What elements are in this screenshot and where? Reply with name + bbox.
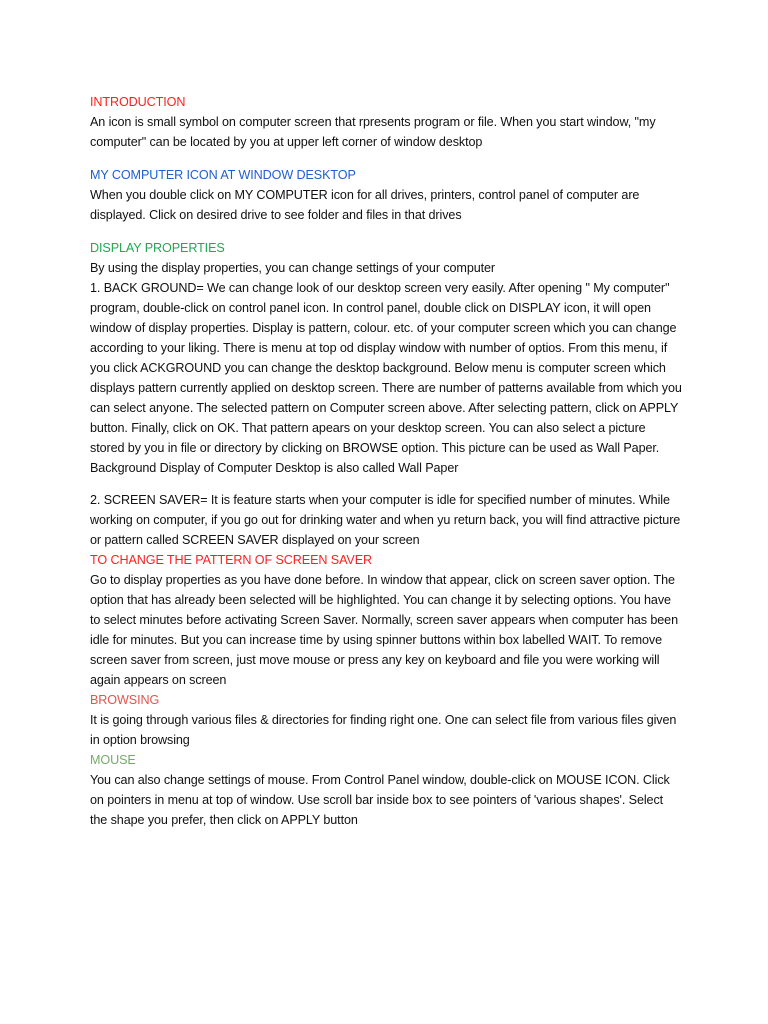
document-page xyxy=(90,92,682,830)
heading-introduction: INTRODUCTION xyxy=(90,95,186,109)
paragraph-display-intro: By using the display properties, you can change settings of your computer xyxy=(90,261,496,275)
heading-display-properties: DISPLAY PROPERTIES xyxy=(90,241,225,255)
paragraph-mouse: You can also change settings of mouse. From Control Panel window, double-click on MOUSE ICON. Click on pointers in menu at top of window. Use scroll bar inside box to see pointers of 'various shapes'. Select the shape you prefer, then click on APPLY button xyxy=(90,773,670,827)
heading-browsing: BROWSING xyxy=(90,693,160,707)
paragraph-my-computer-icon: When you double click on MY COMPUTER icon for all drives, printers, control panel of computer are displayed. Click on desired drive to see folder and files in that drives xyxy=(90,188,640,222)
paragraph-screen-saver-item: 2. SCREEN SAVER= It is feature starts when your computer is idle for specified number of minutes. While working on computer, if you go out for drinking water and when yu return back, you will find attractive picture or pattern called SCREEN SAVER displayed on your screen xyxy=(90,493,681,547)
heading-my-computer-icon: MY COMPUTER ICON AT WINDOW DESKTOP xyxy=(90,168,356,182)
spacer xyxy=(90,478,682,490)
heading-mouse: MOUSE xyxy=(90,753,136,767)
spacer xyxy=(90,152,682,165)
heading-change-screen-saver: TO CHANGE THE PATTERN OF SCREEN SAVER xyxy=(90,553,373,567)
paragraph-browsing: It is going through various files & directories for finding right one. One can select file from various files given in option browsing xyxy=(90,713,677,747)
paragraph-change-screen-saver: Go to display properties as you have done before. In window that appear, click on screen saver option. The option that has already been selected will be highlighted. You can change it by selecting options. You have to select minutes before activating Screen Saver. Normally, screen saver appears when computer has been idle for minutes. But you can increase time by using spinner buttons within box labelled WAIT. To remove screen saver from screen, just move mouse or press any key on keyboard and file you were working will again appears on screen xyxy=(90,573,678,687)
spacer xyxy=(90,225,682,238)
paragraph-introduction: An icon is small symbol on computer screen that rpresents program or file. When you start window, "my computer" can be located by you at upper left corner of window desktop xyxy=(90,115,656,149)
paragraph-background-item: 1. BACK GROUND= We can change look of our desktop screen very easily. After opening " My computer'' program, double-click on control panel icon. In control panel, double click on DISPLAY icon, it will open window of display properties. Display is pattern, colour. etc. of your computer screen which you can change according to your liking. There is menu at top od display window with number of optios. From this menu, if you click ACKGROUND you can change the desktop background. Below menu is computer screen which displays pattern currently applied on desktop screen. There are number of patterns available from which you can select anyone. The selected pattern on Computer screen above. After selecting pattern, click on APPLY button. Finally, click on OK. That pattern apears on your desktop screen. You can also select a picture stored by you in file or directory by clicking on BROWSE option. This picture can be used as Wall Paper. Background Display of Computer Desktop is also called Wall Paper xyxy=(90,281,682,475)
